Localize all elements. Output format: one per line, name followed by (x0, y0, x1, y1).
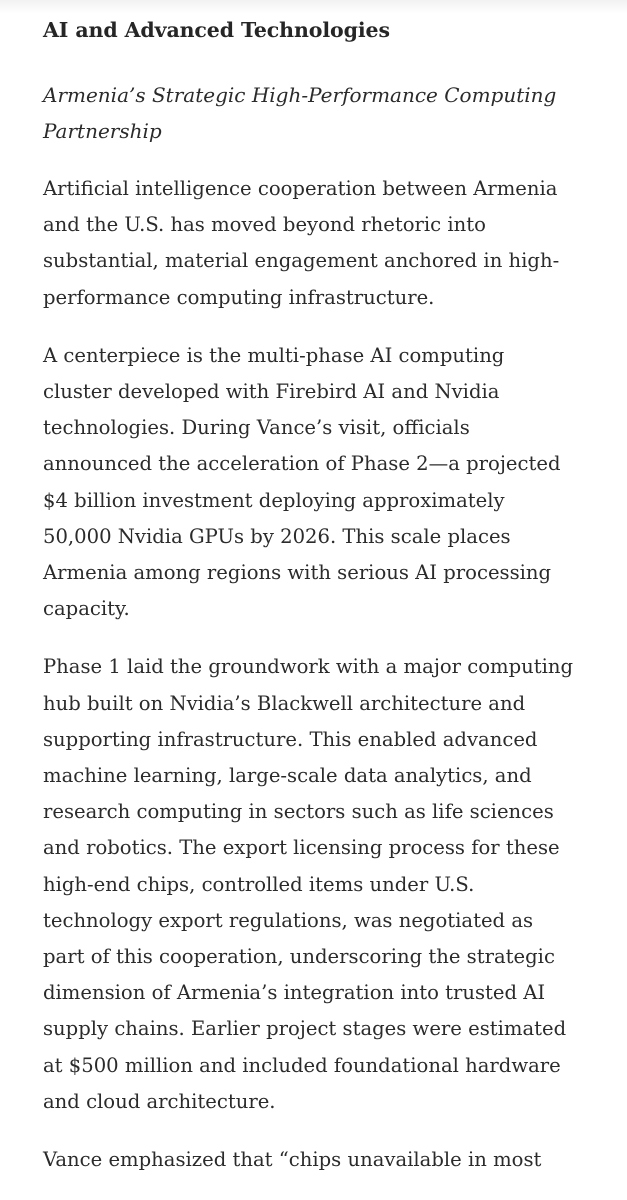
paragraph-computing-cluster: A centerpiece is the multi-phase AI computing cluster developed with Firebird AI and Nvidia technologies. During Vance’s visit, officials announced the acceleration of Phase 2—a projected $4 billion investment deploying approximately 50,000 Nvidia GPUs by 2026. This scale places Armenia among regions with serious AI processing capacity. (43, 343, 561, 621)
top-shadow (0, 0, 627, 14)
paragraph-ai-cooperation: Artificial intelligence cooperation between Armenia and the U.S. has moved beyond rhetoric into substantial, material engagement anchored in high-performance computing infrastructure. (43, 177, 560, 309)
paragraph-phase-1: Phase 1 laid the groundwork with a major computing hub built on Nvidia’s Blackwell architecture and supporting infrastructure. This enabled advanced machine learning, large-scale data analytics, and research computing in sectors such as life sciences and robotics. The export licensing process for these high-end chips, controlled items under U.S. technology export regulations, was negotiated as part of this cooperation, underscoring the strategic dimension of Armenia’s integration into trusted AI supply chains. Earlier project stages were estimated at $500 million and included foundational hardware and cloud architecture. (43, 655, 574, 1113)
article-body (43, 17, 583, 1178)
article-subheading: Armenia’s Strategic High-Performance Computing Partnership (43, 83, 557, 143)
section-heading: AI and Advanced Technologies (43, 18, 390, 42)
paragraph-vance-quote: Vance emphasized that “chips unavailable in most (43, 1148, 542, 1172)
